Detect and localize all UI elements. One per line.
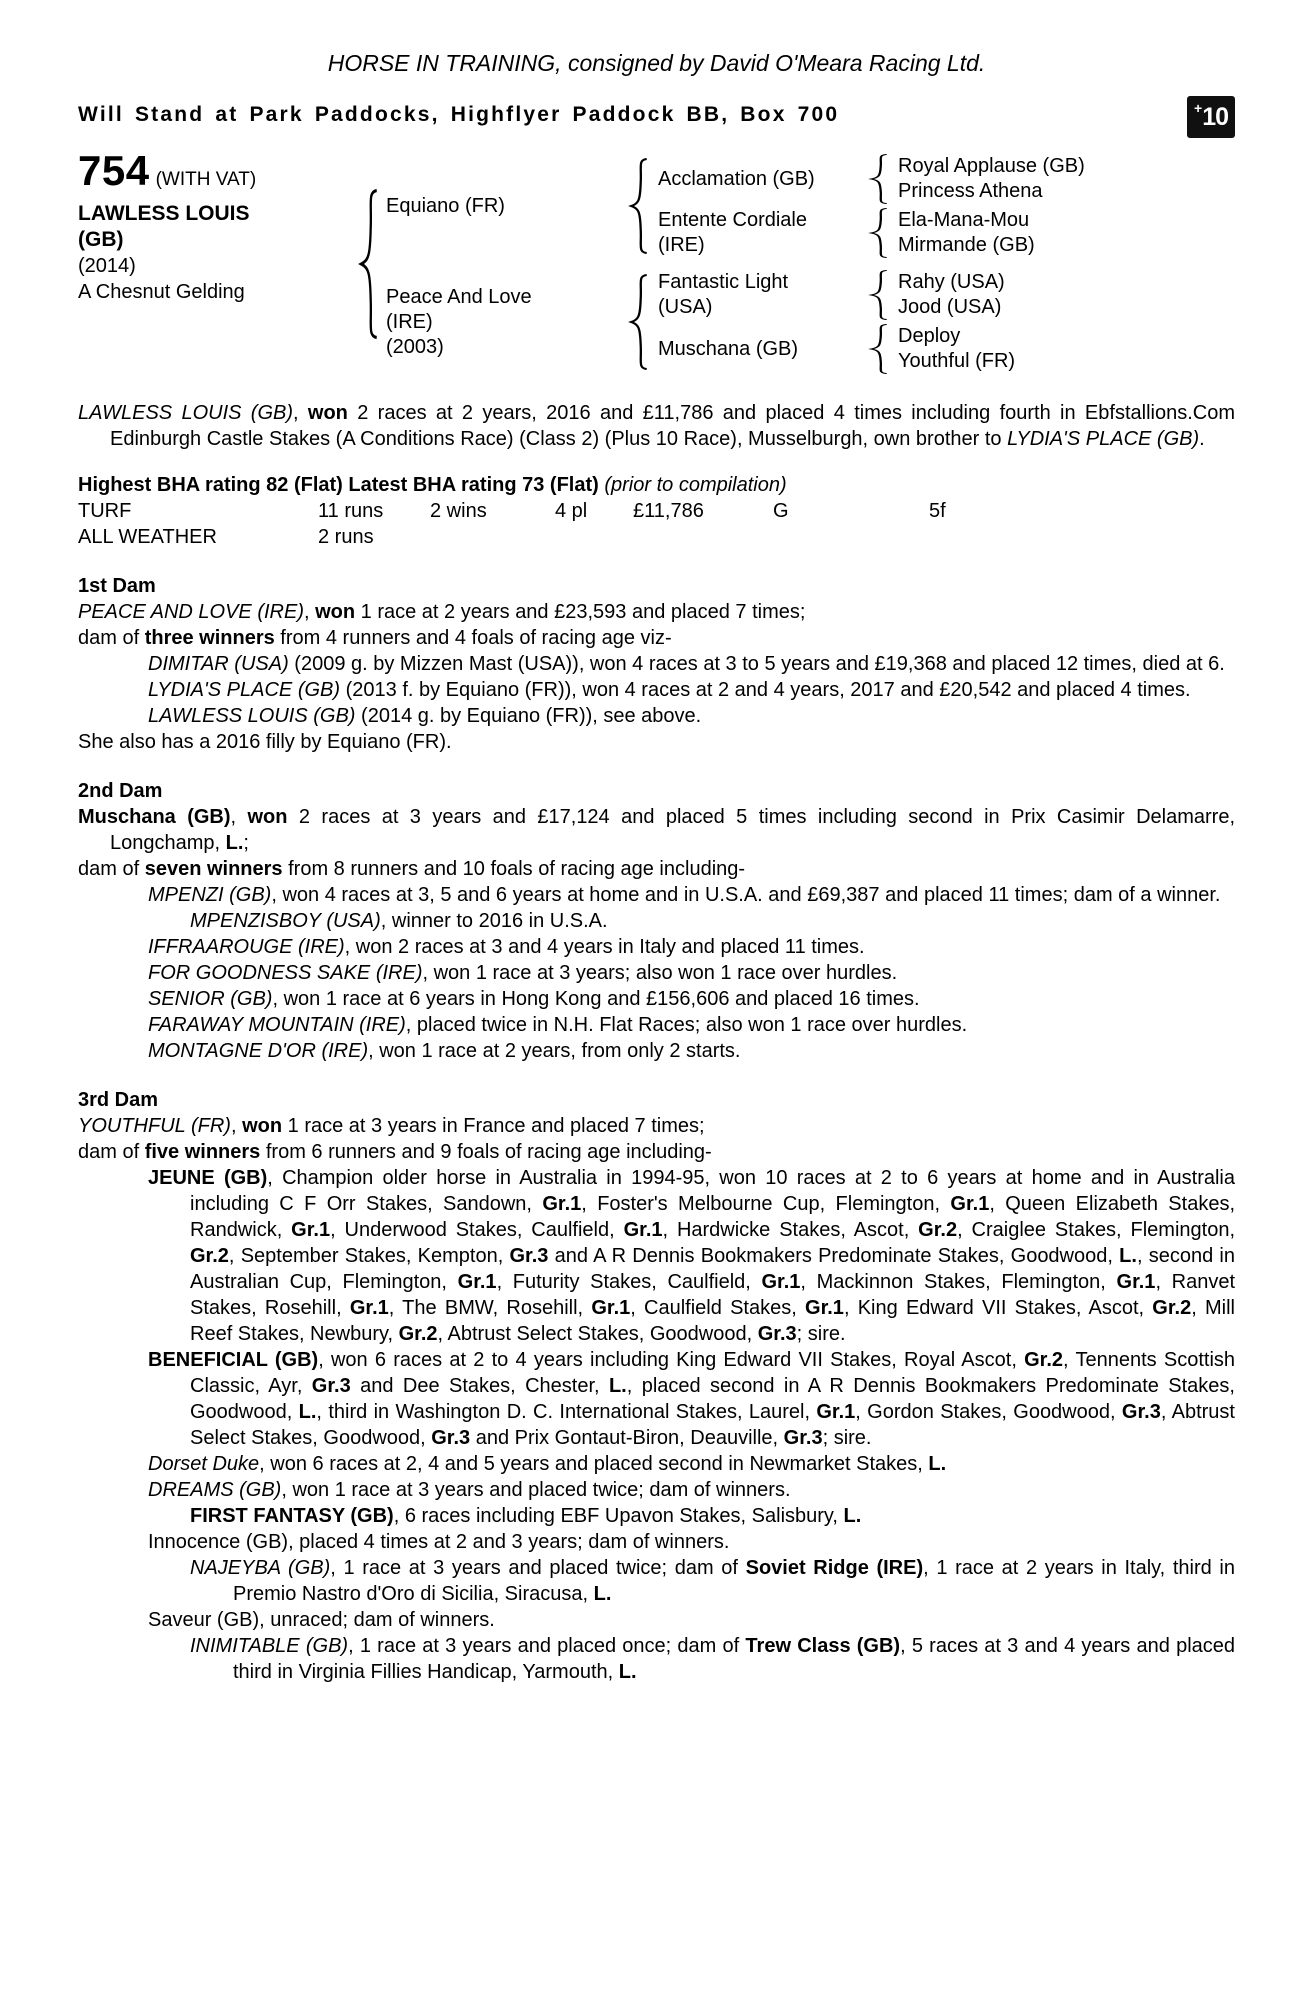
text-segment: , [303, 601, 316, 623]
stat-places [555, 524, 633, 550]
progeny-paragraph [78, 1633, 1235, 1685]
ancestor-name: Deploy [898, 325, 961, 347]
text-segment: She also has a 2016 filly by Equiano (FR). [78, 731, 452, 753]
text-segment: , Caulfield Stakes, [630, 1297, 806, 1319]
ancestor-name: Princess Athena [898, 180, 1043, 202]
ancestor-name-cell [650, 167, 868, 192]
text-segment: INIMITABLE (GB) [190, 1635, 349, 1657]
text-segment: , Abtrust Select Stakes, Goodwood, [190, 1401, 1235, 1449]
text-segment: Gr.1 [950, 1193, 990, 1215]
progeny-paragraph [78, 1113, 1235, 1139]
horse-foaling-year: (2014) [78, 255, 136, 277]
pedigree-branch [650, 324, 1235, 374]
text-segment: , Mill Reef Stakes, Newbury, [190, 1297, 1235, 1345]
text-segment: , [293, 402, 308, 424]
text-segment: Gr.3 [431, 1427, 471, 1449]
text-segment: won [242, 1115, 283, 1137]
pedigree-brace-icon [868, 324, 890, 374]
progeny-paragraph [78, 986, 1235, 1012]
dam-name-cell [380, 285, 628, 360]
text-segment: MPENZI (GB) [148, 884, 272, 906]
plus10-badge [1187, 96, 1235, 138]
plus10-number: 10 [1202, 102, 1228, 131]
pedigree-brace-icon [628, 158, 650, 254]
sire-branch [380, 154, 1235, 258]
text-segment: , winner to 2016 in U.S.A. [380, 910, 608, 932]
text-segment: , third in Washington D. C. International Stakes, Laurel, [316, 1401, 817, 1423]
text-segment: Gr.1 [591, 1297, 631, 1319]
ancestor-name-cell [650, 208, 868, 258]
text-segment: , Foster's Melbourne Cup, Flemington, [581, 1193, 951, 1215]
text-segment: ; [243, 832, 249, 854]
text-segment: , The BMW, Rosehill, [388, 1297, 592, 1319]
text-segment: , Queen Elizabeth Stakes, Randwick, [190, 1193, 1236, 1241]
progeny-paragraph [78, 1347, 1235, 1451]
text-segment: DREAMS (GB) [148, 1479, 282, 1501]
lot-info-column [78, 147, 358, 374]
stat-runs: 2 runs [318, 526, 374, 548]
text-segment: MPENZISBOY (USA) [190, 910, 381, 932]
text-segment: Gr.2 [1024, 1349, 1064, 1371]
stat-surface: ALL WEATHER [78, 526, 217, 548]
text-segment: , won 2 races at 3 and 4 years in Italy and placed 11 times. [344, 936, 865, 958]
text-segment: L. [928, 1453, 947, 1475]
text-segment: and A R Dennis Bookmakers Predominate Stakes, Goodwood, [548, 1245, 1120, 1267]
stat-distance: 5f [929, 500, 946, 522]
dam-foaling-year: (2003) [386, 335, 444, 358]
ancestor-name: Mirmande (GB) [898, 234, 1035, 256]
text-segment: dam of [78, 1141, 145, 1163]
stat-surface: TURF [78, 500, 132, 522]
ancestor-name: Fantastic Light (USA) [658, 271, 789, 318]
text-segment: , won 1 race at 3 years; also won 1 race over hurdles. [422, 962, 898, 984]
pedigree-branch [650, 270, 1235, 320]
stat-earnings: £11,786 [633, 500, 704, 522]
progeny-paragraph [78, 599, 1235, 625]
text-segment: , second in Australian Cup, Flemington, [190, 1245, 1235, 1293]
sire-name: Equiano (FR) [386, 194, 505, 217]
stat-wins: 2 wins [430, 500, 487, 522]
text-segment: Gr.1 [761, 1271, 801, 1293]
consignor-line: HORSE IN TRAINING, consigned by David O'Meara Racing Ltd. [327, 50, 986, 76]
stat-wins [430, 524, 555, 550]
ancestor-name: Jood (USA) [898, 296, 1002, 318]
sire-name-cell [380, 194, 628, 219]
pedigree-table [78, 147, 1235, 374]
text-segment: FIRST FANTASY (GB) [190, 1505, 394, 1527]
ancestor-name: Acclamation (GB) [658, 167, 815, 190]
text-segment: 1 race at 3 years in France and placed 7 times; [282, 1115, 705, 1137]
text-segment: (2013 f. by Equiano (FR)), won 4 races at 2 and 4 years, 2017 and £20,542 and placed 4 times. [340, 679, 1191, 701]
dam-sections [78, 573, 1235, 1685]
text-segment: , 1 race at 2 years in Italy, third in Premio Nastro d'Oro di Sicilia, Siracusa, [233, 1557, 1235, 1605]
ancestor-name: Youthful (FR) [898, 350, 1016, 372]
text-segment: , [230, 806, 248, 828]
progeny-paragraph [78, 934, 1235, 960]
pedigree-branch [650, 208, 1235, 258]
text-segment: five winners [144, 1141, 261, 1163]
progeny-paragraph [78, 804, 1235, 856]
text-segment: L. [608, 1375, 627, 1397]
text-segment: Gr.1 [349, 1297, 389, 1319]
text-segment: , Gordon Stakes, Goodwood, [855, 1401, 1122, 1423]
text-segment: , Tennents Scottish Classic, Ayr, [190, 1349, 1236, 1397]
text-segment: Gr.1 [1116, 1271, 1156, 1293]
text-segment: , Craiglee Stakes, Flemington, [957, 1219, 1236, 1241]
bha-rating-note: (prior to compilation) [604, 474, 787, 496]
text-segment: , won 1 race at 2 years, from only 2 starts. [368, 1040, 741, 1062]
ancestor-name: Entente Cordiale (IRE) [658, 209, 807, 256]
text-segment: , Underwood Stakes, Caulfield, [330, 1219, 624, 1241]
text-segment: , Futurity Stakes, Caulfield, [496, 1271, 762, 1293]
text-segment: from 4 runners and 4 foals of racing age viz- [274, 627, 672, 649]
horse-description: A Chesnut Gelding [78, 281, 245, 303]
text-segment: L. [593, 1583, 612, 1605]
text-segment: , King Edward VII Stakes, Ascot, [843, 1297, 1153, 1319]
text-segment: , 1 race at 3 years and placed once; dam of [348, 1635, 746, 1657]
text-segment: Gr.3 [509, 1245, 549, 1267]
text-segment: , Ranvet Stakes, Rosehill, [190, 1271, 1236, 1319]
text-segment: three winners [144, 627, 275, 649]
text-segment: (2014 g. by Equiano (FR)), see above. [355, 705, 702, 727]
progeny-paragraph [78, 703, 1235, 729]
text-segment: YOUTHFUL (FR) [78, 1115, 231, 1137]
text-segment: L. [225, 832, 244, 854]
stat-runs: 11 runs [318, 500, 384, 522]
text-segment: LYDIA'S PLACE (GB) [148, 679, 341, 701]
progeny-paragraph [78, 1038, 1235, 1064]
text-segment: IFFRAAROUGE (IRE) [148, 936, 345, 958]
dam-section-heading: 3rd Dam [78, 1089, 159, 1111]
text-segment: and Prix Gontaut-Biron, Deauville, [470, 1427, 784, 1449]
text-segment: , Hardwicke Stakes, Ascot, [662, 1219, 919, 1241]
text-segment: , won 6 races at 2 to 4 years including King Edward VII Stakes, Royal Ascot, [318, 1349, 1025, 1371]
text-segment: L. [843, 1505, 862, 1527]
text-segment: Gr.3 [783, 1427, 823, 1449]
stats-row-all-weather [78, 524, 1235, 550]
stand-location-line: Will Stand at Park Paddocks, Highflyer Paddock BB, Box 700 [78, 103, 840, 126]
text-segment: Gr.1 [805, 1297, 844, 1319]
dam-name: Peace And Love (IRE) [386, 285, 532, 333]
text-segment: 2 races at 2 years, 2016 and £11,786 and placed 4 times including fourth in Ebfstallions.Com Edinburgh Castle Stakes (A Conditions Race) (Class 2) (Plus 10 Race), Musselburgh, own brother to [110, 402, 1235, 450]
progeny-paragraph [78, 1451, 1235, 1477]
text-segment: , 1 race at 3 years and placed twice; dam of [330, 1557, 746, 1579]
text-segment: NAJEYBA (GB) [190, 1557, 331, 1579]
pedigree-brace-icon [868, 208, 890, 258]
race-statistics [78, 498, 1235, 550]
great-grandparents [890, 270, 1235, 320]
text-segment: LAWLESS LOUIS (GB) [148, 705, 356, 727]
text-segment: won [315, 601, 356, 623]
text-segment: (2009 g. by Mizzen Mast (USA)), won 4 races at 3 to 5 years and £19,368 and placed 12 times, died at 6. [288, 653, 1225, 675]
text-segment: Dorset Duke [148, 1453, 260, 1475]
text-segment: MONTAGNE D'OR (IRE) [148, 1040, 369, 1062]
text-segment: Gr.1 [816, 1401, 856, 1423]
progeny-paragraph [78, 651, 1235, 677]
text-segment: Gr.2 [1152, 1297, 1192, 1319]
text-segment: ; sire. [822, 1427, 872, 1449]
text-segment: JEUNE (GB) [148, 1167, 268, 1189]
pedigree-generations [380, 154, 1235, 374]
bha-rating-values: Highest BHA rating 82 (Flat) Latest BHA rating 73 (Flat) [78, 474, 605, 496]
progeny-paragraph [78, 856, 1235, 882]
race-record-paragraph [78, 400, 1235, 452]
text-segment: dam of [78, 858, 145, 880]
text-segment: Saveur (GB), unraced; dam of winners. [148, 1609, 495, 1631]
lot-line [78, 147, 358, 194]
pedigree-brace-icon [868, 270, 890, 320]
great-grandparents [890, 324, 1235, 374]
dam-section-heading: 2nd Dam [78, 780, 163, 802]
text-segment: FOR GOODNESS SAKE (IRE) [148, 962, 423, 984]
text-segment: won [247, 806, 288, 828]
text-segment: Gr.1 [542, 1193, 582, 1215]
progeny-paragraph [78, 1555, 1235, 1607]
ancestor-name: Ela-Mana-Mou [898, 209, 1030, 231]
progeny-paragraph [78, 908, 1235, 934]
text-segment: SENIOR (GB) [148, 988, 273, 1010]
text-segment: and Dee Stakes, Chester, [350, 1375, 609, 1397]
text-segment: , won 1 race at 3 years and placed twice; dam of winners. [281, 1479, 791, 1501]
text-segment: Gr.3 [757, 1323, 797, 1345]
text-segment: seven winners [144, 858, 283, 880]
text-segment: from 8 runners and 10 foals of racing age including- [282, 858, 746, 880]
progeny-paragraph [78, 677, 1235, 703]
great-grandparents [890, 154, 1235, 204]
dam-section-heading: 1st Dam [78, 575, 156, 597]
text-segment: Trew Class (GB) [745, 1635, 901, 1657]
text-segment: dam of [78, 627, 145, 649]
stat-earnings [633, 524, 773, 550]
text-segment: DIMITAR (USA) [148, 653, 289, 675]
text-segment: Gr.3 [311, 1375, 351, 1397]
sire-grandparents [650, 154, 1235, 258]
ancestor-name: Rahy (USA) [898, 271, 1005, 293]
text-segment: L. [618, 1661, 637, 1683]
progeny-paragraph [78, 1165, 1235, 1347]
stat-distance [929, 524, 1235, 550]
stand-row [78, 96, 1235, 138]
ancestor-name: Muschana (GB) [658, 337, 799, 360]
text-segment: Innocence (GB), placed 4 times at 2 and 3 years; dam of winners. [148, 1531, 730, 1553]
text-segment: BENEFICIAL (GB) [148, 1349, 319, 1371]
text-segment: Gr.1 [291, 1219, 331, 1241]
lot-vat-note: (WITH VAT) [155, 169, 257, 190]
text-segment: . [1199, 428, 1205, 450]
stat-going [773, 524, 929, 550]
text-segment: Gr.3 [1121, 1401, 1161, 1423]
text-segment: , Champion older horse in Australia in 1994-95, won 10 races at 2 to 6 years at home and in Australia including C F Orr Stakes, Sandown, [190, 1167, 1235, 1215]
stat-going: G [773, 500, 789, 522]
dam-grandparents [650, 270, 1235, 374]
progeny-paragraph [78, 1477, 1235, 1503]
bha-rating-line [78, 472, 1235, 498]
text-segment: LYDIA'S PLACE (GB) [1007, 428, 1200, 450]
text-segment: , won 6 races at 2, 4 and 5 years and placed second in Newmarket Stakes, [259, 1453, 929, 1475]
text-segment: , September Stakes, Kempton, [228, 1245, 510, 1267]
progeny-paragraph [78, 1139, 1235, 1165]
text-segment: ; sire. [796, 1323, 846, 1345]
stats-row-turf [78, 498, 1235, 524]
pedigree-brace-icon [868, 154, 890, 204]
text-segment: won [307, 402, 348, 424]
text-segment: , Mackinnon Stakes, Flemington, [800, 1271, 1117, 1293]
progeny-paragraph [78, 1012, 1235, 1038]
text-segment: L. [298, 1401, 317, 1423]
progeny-paragraph [78, 729, 1235, 755]
progeny-paragraph [78, 1529, 1235, 1555]
text-segment: PEACE AND LOVE (IRE) [78, 601, 304, 623]
horse-name: LAWLESS LOUIS (GB) [78, 202, 250, 251]
text-segment: Gr.1 [623, 1219, 663, 1241]
text-segment: , Abtrust Select Stakes, Goodwood, [437, 1323, 758, 1345]
text-segment: , won 4 races at 3, 5 and 6 years at home and in U.S.A. and £69,387 and placed 11 times; dam of a winner. [271, 884, 1221, 906]
lot-number: 754 [78, 147, 150, 194]
great-grandparents [890, 208, 1235, 258]
stat-places: 4 pl [555, 500, 588, 522]
progeny-paragraph [78, 1503, 1235, 1529]
text-segment: , placed second in A R Dennis Bookmakers Predominate Stakes, Goodwood, [190, 1375, 1235, 1423]
pedigree-brace-icon [358, 189, 380, 339]
text-segment: from 6 runners and 9 foals of racing age including- [260, 1141, 712, 1163]
text-segment: Gr.2 [190, 1245, 229, 1267]
progeny-paragraph [78, 1607, 1235, 1633]
dam-branch [380, 270, 1235, 374]
progeny-paragraph [78, 882, 1235, 908]
pedigree-branch [650, 154, 1235, 204]
text-segment: Gr.1 [457, 1271, 497, 1293]
text-segment: 2 races at 3 years and £17,124 and placed 5 times including second in Prix Casimir Delamarre, Longchamp, [110, 806, 1236, 854]
text-segment: , [230, 1115, 243, 1137]
pedigree-brace-icon [628, 274, 650, 370]
progeny-paragraph [78, 625, 1235, 651]
text-segment: Muschana (GB) [78, 806, 231, 828]
text-segment: LAWLESS LOUIS (GB) [78, 402, 294, 424]
progeny-paragraph [78, 960, 1235, 986]
text-segment: , placed twice in N.H. Flat Races; also won 1 race over hurdles. [405, 1014, 968, 1036]
text-segment: L. [1119, 1245, 1137, 1267]
text-segment: , won 1 race at 6 years in Hong Kong and £156,606 and placed 16 times. [272, 988, 920, 1010]
text-segment: Gr.2 [398, 1323, 438, 1345]
ancestor-name-cell [650, 270, 868, 320]
text-segment: FARAWAY MOUNTAIN (IRE) [148, 1014, 406, 1036]
ancestor-name: Royal Applause (GB) [898, 155, 1085, 177]
ancestor-name-cell [650, 337, 868, 362]
plus10-plus-glyph: + [1194, 100, 1203, 116]
text-segment: , 5 races at 3 and 4 years and placed third in Virginia Fillies Handicap, Yarmouth, [233, 1635, 1236, 1683]
text-segment: Soviet Ridge (IRE) [745, 1557, 924, 1579]
text-segment: Gr.2 [918, 1219, 958, 1241]
text-segment: , 6 races including EBF Upavon Stakes, Salisbury, [393, 1505, 844, 1527]
text-segment: 1 race at 2 years and £23,593 and placed 7 times; [355, 601, 806, 623]
